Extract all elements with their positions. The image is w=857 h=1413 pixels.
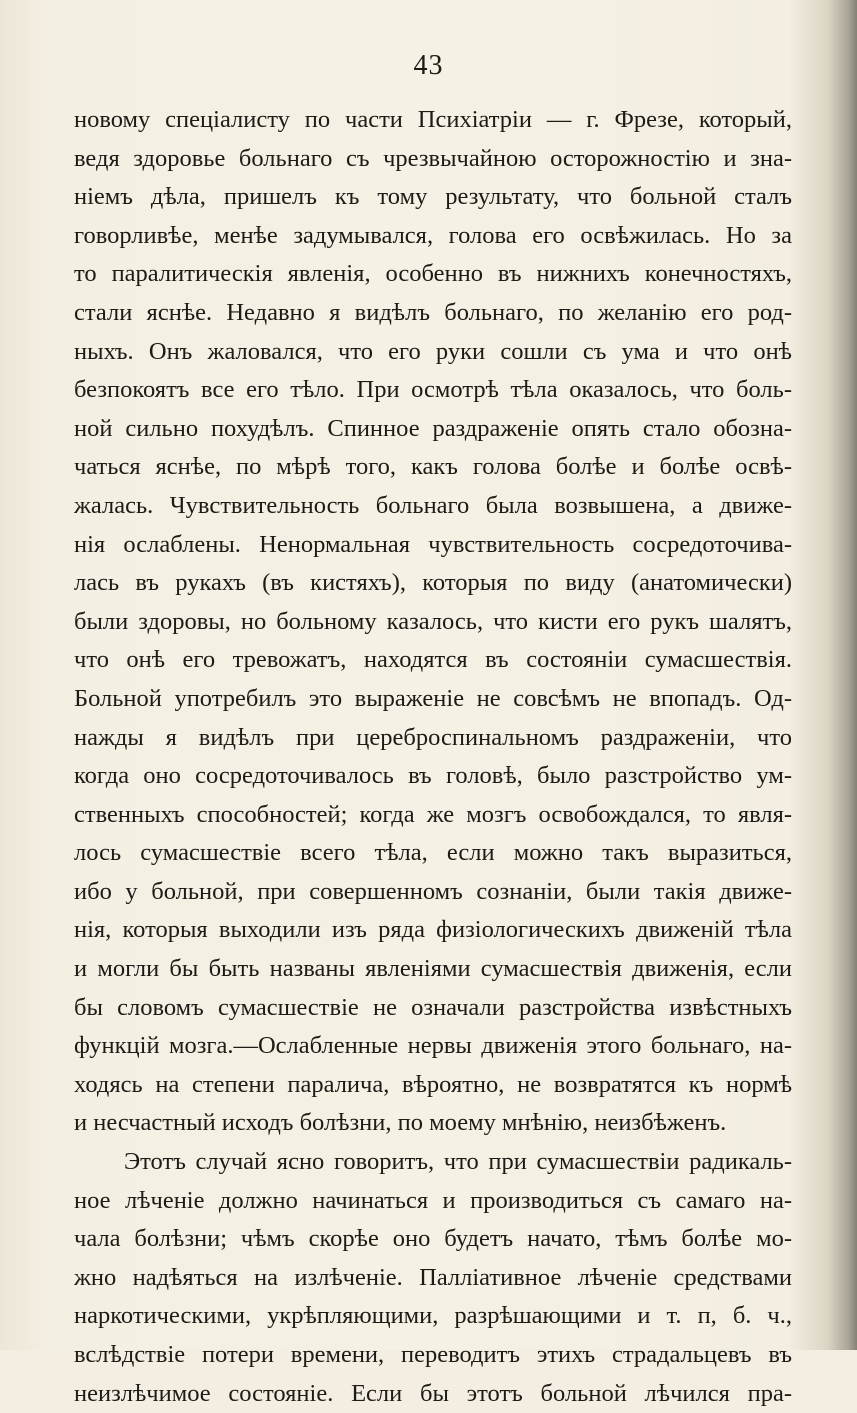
text-line: ибо у больной, при совершенномъ сознаніи, были такія движе- — [74, 877, 792, 905]
text-line: чаться яснѣе, по мѣрѣ того, какъ голова болѣе и болѣе освѣ- — [74, 453, 792, 481]
page-edge-shadow — [827, 0, 857, 1350]
text-line: бы словомъ сумасшествіе не означали разстройства извѣстныхъ — [74, 993, 792, 1021]
text-line: и несчастный исходъ болѣзни, по моему мнѣнію, неизбѣженъ. — [74, 1109, 727, 1137]
text-line: неизлѣчимое состояніе. Если бы этотъ больной лѣчился пра- — [74, 1379, 792, 1407]
page-number: 43 — [413, 50, 444, 81]
text-line: и могли бы быть названы явленіями сумасшествія движенія, если — [74, 955, 792, 983]
text-line: ходясь на степени паралича, вѣроятно, не возвратятся къ нормѣ — [74, 1070, 792, 1098]
text-line: стали яснѣе. Недавно я видѣлъ больнаго, по желанію его род- — [74, 298, 792, 326]
text-line: ной сильно похудѣлъ. Спинное раздраженіе опять стало обозна- — [74, 414, 792, 442]
text-line: Больной употребилъ это выраженіе не совсѣмъ не впопадъ. Од- — [74, 684, 792, 712]
body-text — [74, 101, 792, 1413]
text-line: лась въ рукахъ (въ кистяхъ), которыя по виду (анатомически) — [74, 569, 792, 597]
text-line: были здоровы, но больному казалось, что кисти его рукъ шалятъ, — [74, 607, 792, 635]
text-line: ное лѣченіе должно начинаться и производиться съ самаго на- — [74, 1186, 792, 1214]
text-line: ственныхъ способностей; когда же мозгъ освобождался, то явля- — [74, 800, 792, 828]
text-line: жалась. Чувствительность больнаго была возвышена, а движе- — [74, 491, 792, 519]
text-line: лось сумасшествіе всего тѣла, если можно такъ выразиться, — [74, 839, 792, 867]
paragraph-start-line: Этотъ случай ясно говоритъ, что при сумасшествіи радикаль- — [124, 1148, 792, 1176]
text-line: что онѣ его тревожатъ, находятся въ состояніи сумасшествія. — [74, 646, 792, 674]
text-line: то паралитическія явленія, особенно въ нижнихъ конечностяхъ, — [74, 260, 792, 288]
text-line: когда оно сосредоточивалось въ головѣ, было разстройство ум- — [74, 762, 792, 790]
text-line: ведя здоровье больнаго съ чрезвычайною осторожностію и зна- — [74, 144, 792, 172]
text-line: функцій мозга.—Ослабленные нервы движенія этого больнаго, на- — [74, 1032, 792, 1060]
text-line: ніемъ дѣла, пришелъ къ тому результату, что больной сталъ — [74, 183, 792, 211]
text-line: нія, которыя выходили изъ ряда физіологическихъ движеній тѣла — [74, 916, 792, 944]
text-line: жно надѣяться на излѣченіе. Палліативное лѣченіе средствами — [74, 1263, 792, 1291]
text-line: вслѣдствіе потери времени, переводитъ этихъ страдальцевъ въ — [74, 1341, 792, 1368]
text-line: нія ослаблены. Ненормальная чувствительность сосредоточива- — [74, 530, 792, 558]
text-line: наркотическими, укрѣпляющими, разрѣшающими и т. п, б. ч., — [74, 1302, 792, 1330]
text-line: нажды я видѣлъ при цереброспинальномъ раздраженіи, что — [74, 723, 792, 751]
text-line: ныхъ. Онъ жаловался, что его руки сошли съ ума и что онѣ — [74, 337, 792, 365]
text-line: безпокоятъ все его тѣло. При осмотрѣ тѣла оказалось, что боль- — [74, 376, 792, 404]
text-line: говорливѣе, менѣе задумывался, голова его освѣжилась. Но за — [74, 221, 792, 249]
text-line: чала болѣзни; чѣмъ скорѣе оно будетъ начато, тѣмъ болѣе мо- — [74, 1225, 792, 1253]
text-line: новому спеціалисту по части Психіатріи — г. Фрезе, который, — [74, 106, 792, 133]
